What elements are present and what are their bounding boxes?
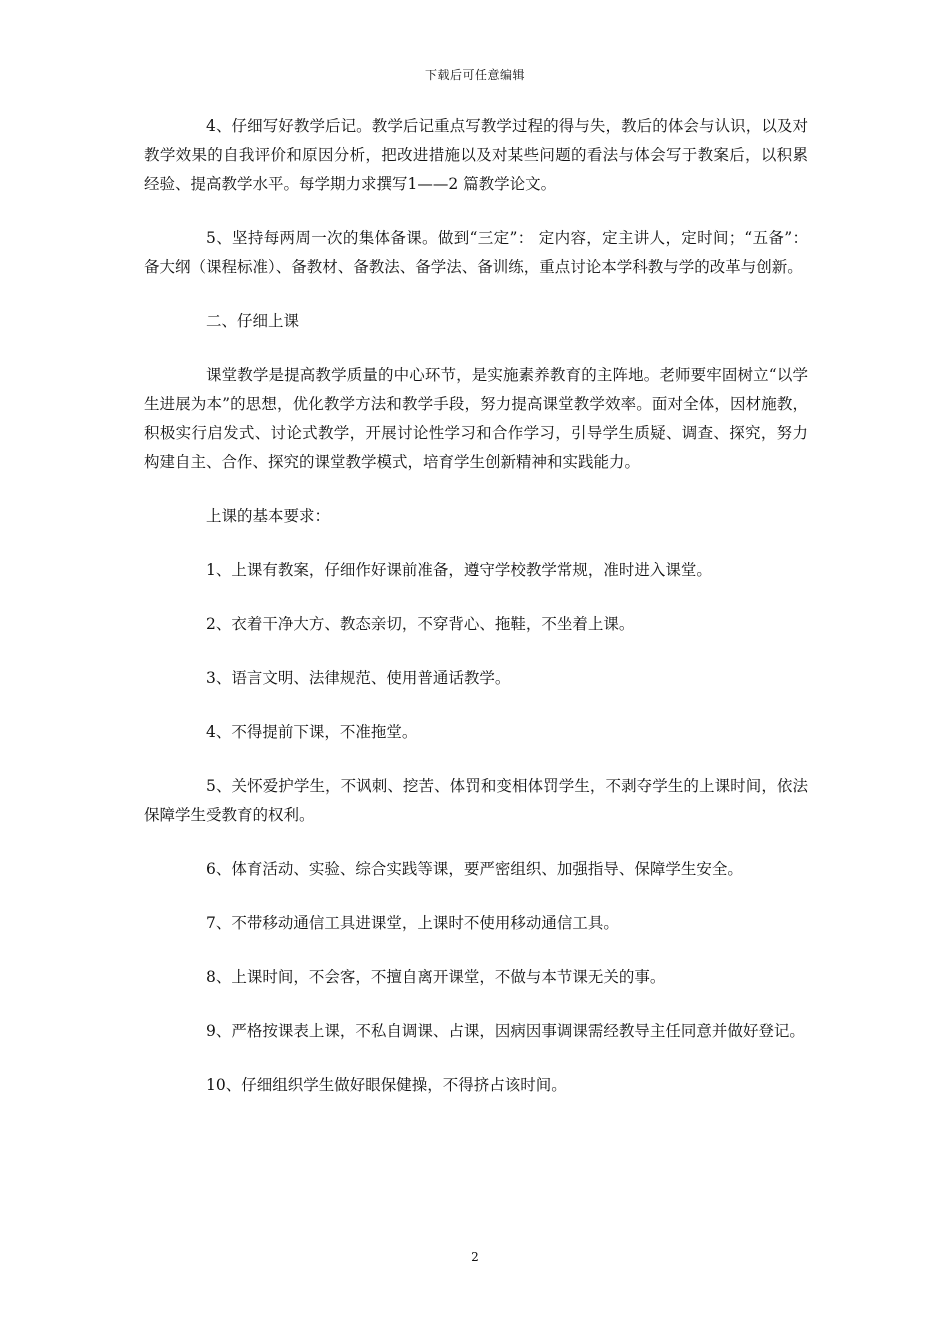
- requirement-item-9: 9、严格按课表上课，不私自调课、占课，因病因事调课需经教导主任同意并做好登记。: [206, 1022, 805, 1040]
- paragraph-classroom-teaching: 课堂教学是提高教学质量的中心环节，是实施素养教育的主阵地。老师要牢固树立“以学生进展为本”的思想，优化教学方法和教学手段，努力提高课堂教学效率。面对全体，因材施教，积极实行启发式、讨论式教学，开展讨论性学习和合作学习，引导学生质疑、调查、探究，努力构建自主、合作、探究的课堂教学模式，培育学生创新精神和实践能力。: [144, 366, 808, 471]
- requirement-item-7: 7、不带移动通信工具进课堂，上课时不使用移动通信工具。: [206, 914, 619, 932]
- requirement-item-6: 6、体育活动、实验、综合实践等课，要严密组织、加强指导、保障学生安全。: [206, 860, 743, 878]
- requirement-item-10: 10、仔细组织学生做好眼保健操，不得挤占该时间。: [206, 1076, 567, 1094]
- requirement-item-2: 2、衣着干净大方、教态亲切，不穿背心、拖鞋，不坐着上课。: [206, 615, 635, 633]
- paragraph-item-4-lesson-notes: 4、仔细写好教学后记。教学后记重点写教学过程的得与失，教后的体会与认识，以及对教学效果的自我评价和原因分析，把改进措施以及对某些问题的看法与体会写于教案后，以积累经验、提高教学水平。每学期力求撰写1——2 篇教学论文。: [144, 117, 808, 193]
- subheading-class-requirements: 上课的基本要求：: [206, 507, 331, 525]
- requirement-item-4: 4、不得提前下课，不准拖堂。: [206, 723, 418, 741]
- section-heading-careful-class: 二、仔细上课: [206, 312, 300, 330]
- document-body: [144, 112, 808, 1125]
- page-number: 2: [471, 1250, 479, 1264]
- requirement-item-1: 1、上课有教案，仔细作好课前准备，遵守学校教学常规，准时进入课堂。: [206, 561, 712, 579]
- page-header: 下载后可任意编辑: [424, 68, 525, 82]
- paragraph-item-5-group-lesson-prep: 5、坚持每两周一次的集体备课。做到“三定”： 定内容，定主讲人，定时间；“五备”：备大纲（课程标准）、备教材、备教法、备学法、备训练，重点讨论本学科教与学的改革与创新。: [144, 229, 808, 276]
- requirement-item-5: 5、关怀爱护学生，不讽刺、挖苦、体罚和变相体罚学生，不剥夺学生的上课时间，依法保障学生受教育的权利。: [144, 777, 808, 824]
- requirement-item-3: 3、语言文明、法律规范、使用普通话教学。: [206, 669, 511, 687]
- requirement-item-8: 8、上课时间，不会客，不擅自离开课堂，不做与本节课无关的事。: [206, 968, 666, 986]
